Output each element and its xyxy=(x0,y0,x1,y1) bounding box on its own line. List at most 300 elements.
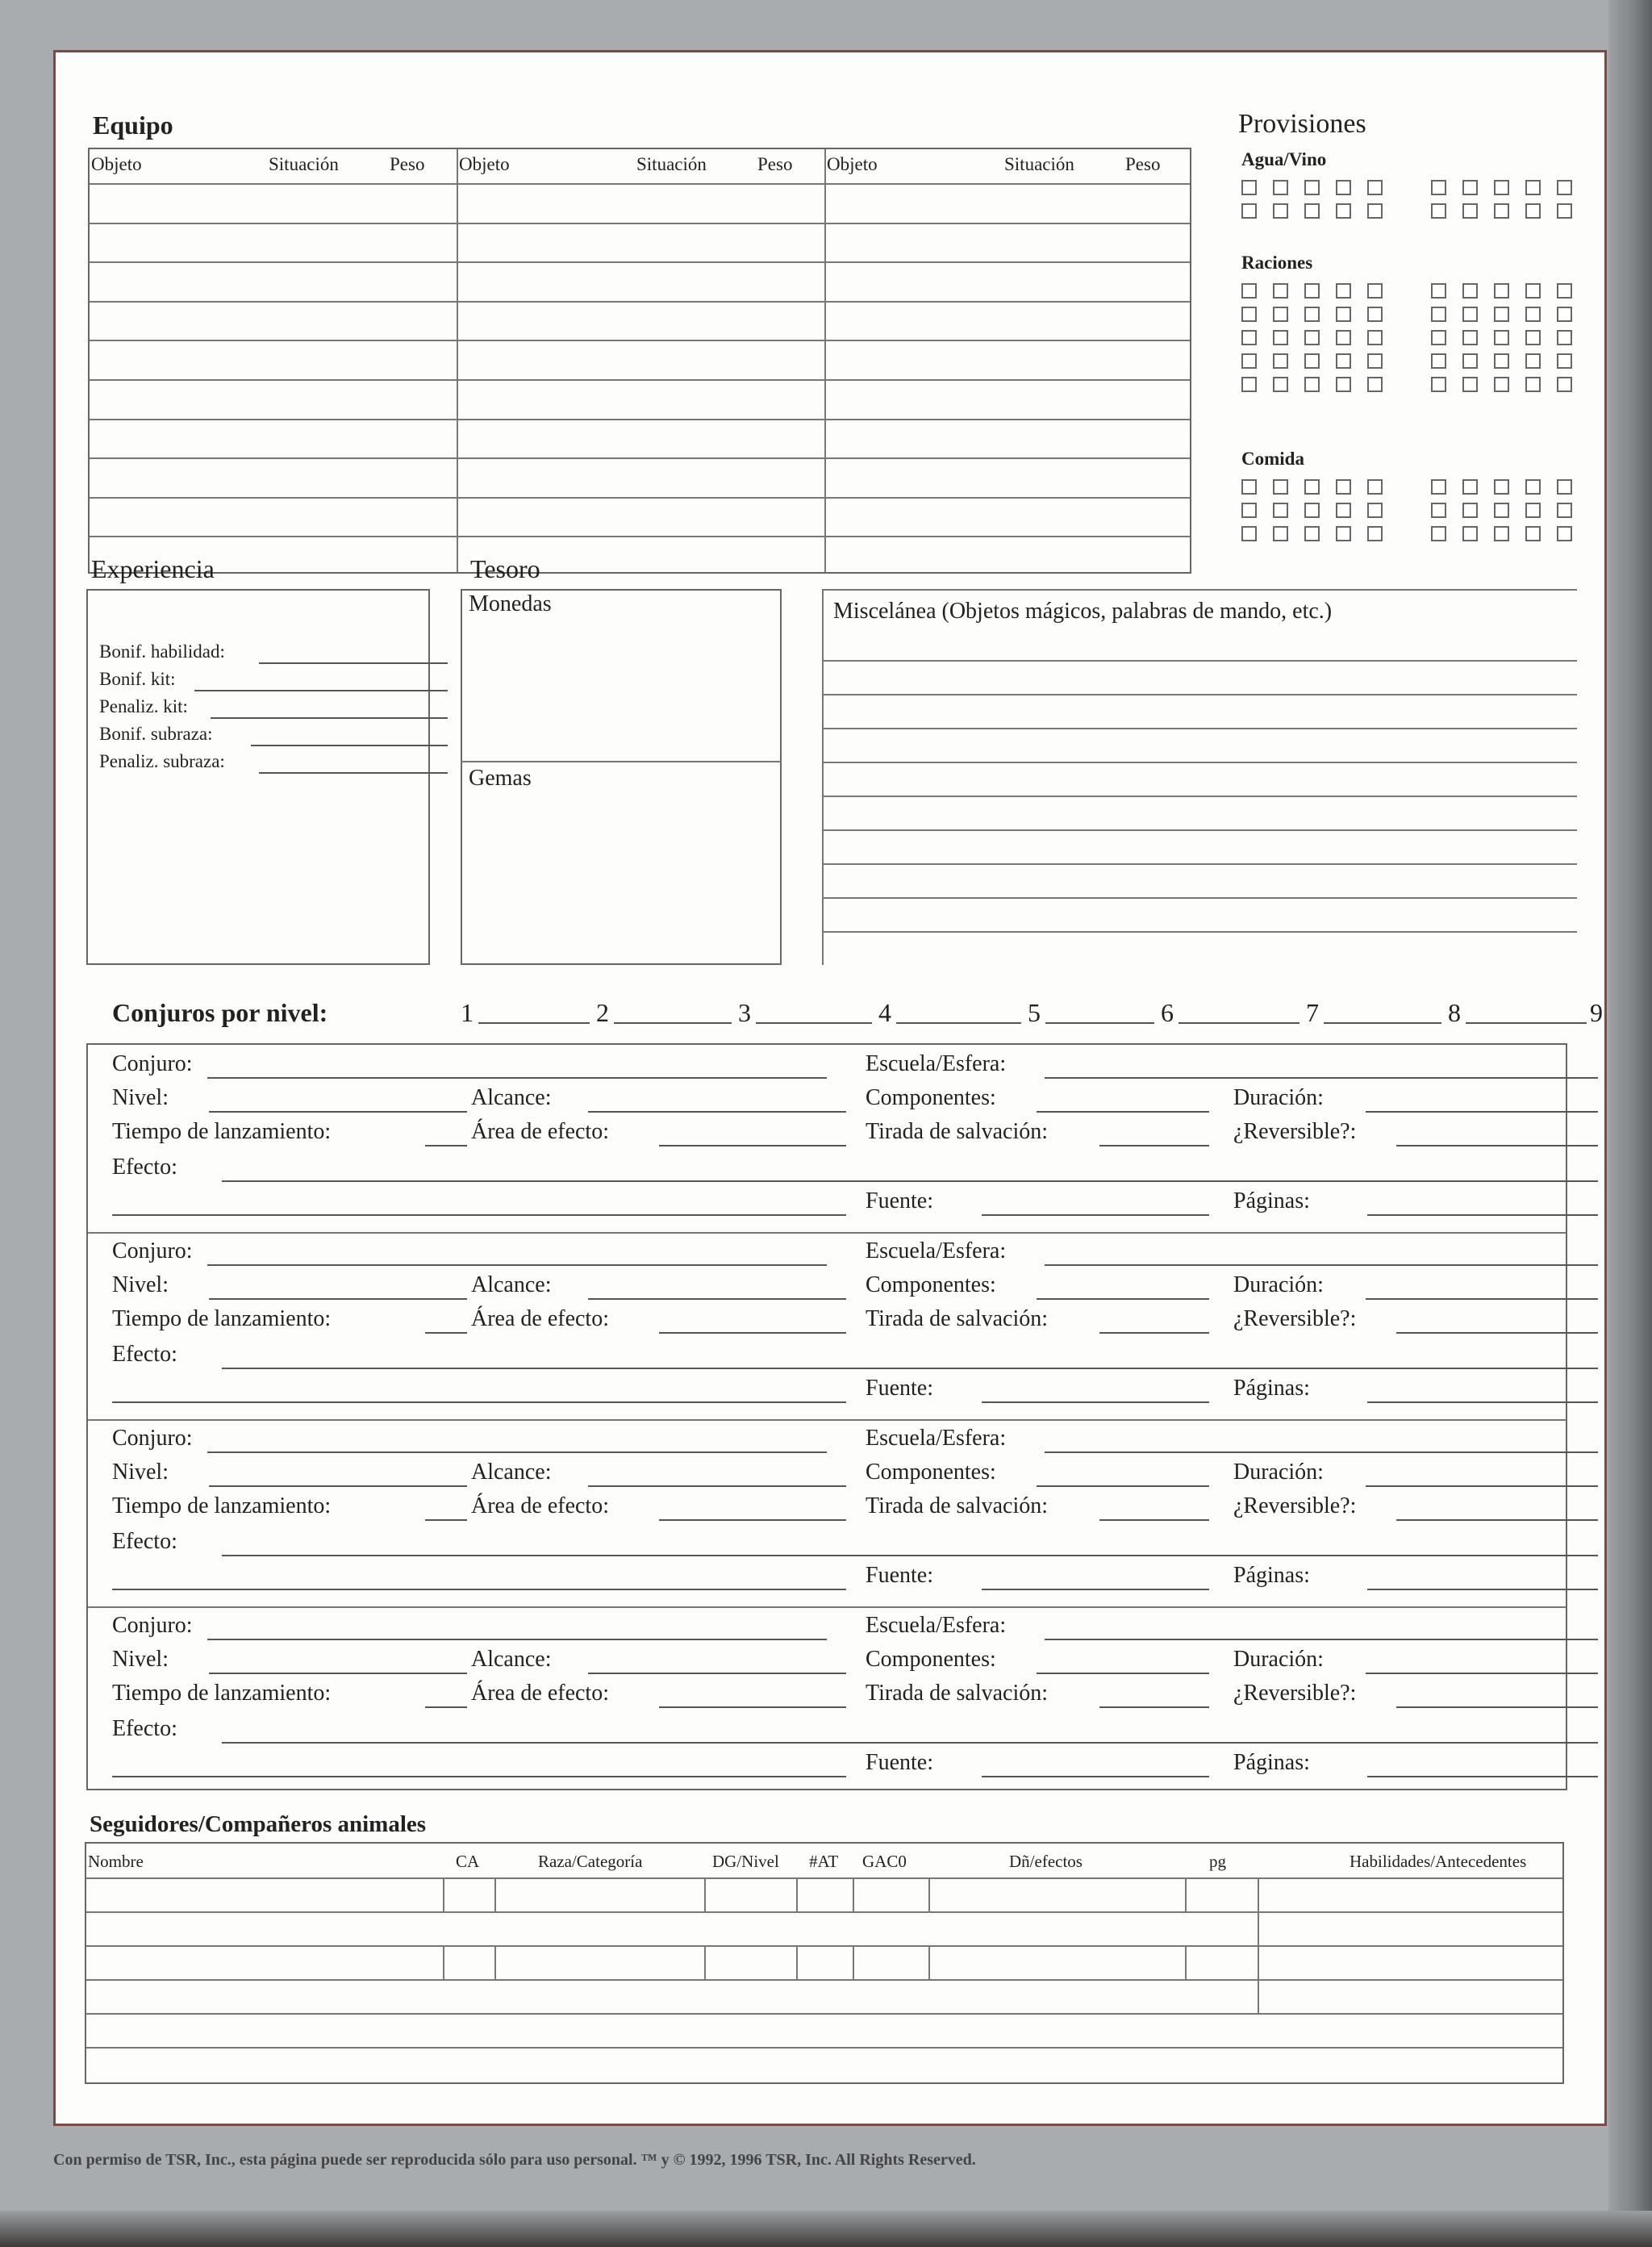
provision-checkbox[interactable] xyxy=(1557,503,1572,518)
provision-checkbox[interactable] xyxy=(1462,353,1478,369)
provision-checkbox[interactable] xyxy=(1431,180,1446,195)
provision-checkbox[interactable] xyxy=(1273,479,1288,495)
spell-nivel-line xyxy=(209,1298,467,1300)
misc-line xyxy=(822,694,1577,695)
provision-checkbox[interactable] xyxy=(1525,330,1541,345)
provision-checkbox[interactable] xyxy=(1431,526,1446,541)
provision-checkbox[interactable] xyxy=(1273,180,1288,195)
provision-checkbox[interactable] xyxy=(1431,503,1446,518)
spell-reversible-label: ¿Reversible?: xyxy=(1233,1681,1357,1706)
seguidores-col-header: DG/Nivel xyxy=(712,1852,779,1871)
experiencia-field-label: Bonif. kit: xyxy=(99,669,176,689)
equipo-row-line xyxy=(90,536,1190,537)
equipo-col-divider xyxy=(824,149,826,572)
provision-checkbox[interactable] xyxy=(1557,203,1572,219)
spell-area-label: Área de efecto: xyxy=(471,1306,609,1331)
provision-checkbox[interactable] xyxy=(1367,203,1383,219)
level-number: 2 xyxy=(596,998,609,1027)
misc-line xyxy=(822,829,1577,831)
character-sheet-page xyxy=(53,50,1607,2126)
spell-componentes-label: Componentes: xyxy=(866,1647,996,1672)
spell-reversible-label: ¿Reversible?: xyxy=(1233,1493,1357,1518)
provision-checkbox[interactable] xyxy=(1336,283,1351,299)
spell-alcance-line xyxy=(588,1111,846,1113)
seguidores-row-line xyxy=(86,1911,1562,1913)
provision-checkbox[interactable] xyxy=(1367,503,1383,518)
provision-checkbox[interactable] xyxy=(1273,203,1288,219)
equipo-row-line xyxy=(90,497,1190,499)
provision-checkbox[interactable] xyxy=(1431,330,1446,345)
seguidores-col-header: Raza/Categoría xyxy=(538,1852,643,1871)
spell-efecto-label: Efecto: xyxy=(112,1155,177,1180)
spell-conjuro-line xyxy=(207,1077,827,1079)
equipo-row-line xyxy=(90,379,1190,381)
provision-checkbox[interactable] xyxy=(1431,353,1446,369)
experiencia-field-line xyxy=(251,745,448,746)
spell-paginas-line xyxy=(1367,1214,1598,1216)
spell-reversible-line xyxy=(1396,1706,1598,1708)
spell-fuente-line xyxy=(982,1401,1209,1403)
equipo-col-peso: Peso xyxy=(1125,154,1161,174)
provision-checkbox[interactable] xyxy=(1273,283,1288,299)
provision-checkbox[interactable] xyxy=(1367,479,1383,495)
provision-checkbox[interactable] xyxy=(1462,503,1478,518)
provision-checkbox[interactable] xyxy=(1273,526,1288,541)
seguidores-col-divider xyxy=(704,1877,706,1911)
spell-area-line xyxy=(659,1332,846,1334)
level-number: 4 xyxy=(878,998,891,1027)
binding-edge xyxy=(1608,0,1652,2247)
spell-area-label: Área de efecto: xyxy=(471,1493,609,1518)
seguidores-col-divider xyxy=(853,1877,854,1911)
provision-checkbox[interactable] xyxy=(1336,307,1351,322)
provision-checkbox[interactable] xyxy=(1557,479,1572,495)
spell-escuela-line xyxy=(1045,1077,1598,1079)
spell-conjuro-line xyxy=(207,1639,827,1640)
spell-paginas-line xyxy=(1367,1401,1598,1403)
experiencia-field-line xyxy=(259,772,448,774)
provisiones-title: Provisiones xyxy=(1238,109,1366,139)
provision-checkbox[interactable] xyxy=(1241,180,1257,195)
level-number: 3 xyxy=(738,998,751,1027)
equipo-col-peso: Peso xyxy=(757,154,793,174)
seguidores-row-line xyxy=(86,2047,1562,2049)
spell-duracion-line xyxy=(1366,1485,1598,1487)
provision-checkbox[interactable] xyxy=(1241,203,1257,219)
spell-block-divider xyxy=(88,1606,1566,1608)
provision-checkbox[interactable] xyxy=(1557,330,1572,345)
provision-checkbox[interactable] xyxy=(1525,353,1541,369)
seguidores-col-divider xyxy=(1258,1911,1259,1945)
spell-tiempo-label: Tiempo de lanzamiento: xyxy=(112,1493,332,1518)
tesoro-title: Tesoro xyxy=(470,554,540,583)
spell-tiempo-label: Tiempo de lanzamiento: xyxy=(112,1681,332,1706)
provision-checkbox[interactable] xyxy=(1525,377,1541,392)
seguidores-col-divider xyxy=(853,1945,854,1979)
spell-efecto-cont-line xyxy=(112,1776,846,1777)
spell-block-divider xyxy=(88,1419,1566,1421)
seguidores-col-divider xyxy=(494,1945,496,1979)
seguidores-row-line xyxy=(86,2013,1562,2015)
misc-line xyxy=(822,863,1577,865)
experiencia-field-label: Bonif. subraza: xyxy=(99,724,213,744)
spell-efecto-line xyxy=(222,1180,1598,1182)
provision-checkbox[interactable] xyxy=(1273,377,1288,392)
spell-escuela-label: Escuela/Esfera: xyxy=(866,1051,1007,1076)
spell-alcance-line xyxy=(588,1485,846,1487)
spell-conjuro-label: Conjuro: xyxy=(112,1051,193,1076)
provision-checkbox[interactable] xyxy=(1525,180,1541,195)
equipo-header-line xyxy=(90,183,1190,185)
experiencia-field-line xyxy=(259,662,448,664)
spell-escuela-line xyxy=(1045,1451,1598,1453)
provision-checkbox[interactable] xyxy=(1462,180,1478,195)
spell-fuente-label: Fuente: xyxy=(866,1188,933,1213)
equipo-col-situacion: Situación xyxy=(1004,154,1074,174)
equipo-col-objeto: Objeto xyxy=(91,154,142,174)
seguidores-col-divider xyxy=(796,1945,798,1979)
equipo-col-divider xyxy=(457,149,458,572)
miscelanea-title: Miscelánea (Objetos mágicos, palabras de mando, etc.) xyxy=(833,599,1333,624)
provision-checkbox[interactable] xyxy=(1557,353,1572,369)
provision-checkbox[interactable] xyxy=(1241,283,1257,299)
misc-line xyxy=(822,660,1577,662)
level-slot-line xyxy=(1324,1022,1441,1024)
provision-checkbox[interactable] xyxy=(1494,203,1509,219)
provision-checkbox[interactable] xyxy=(1494,479,1509,495)
provision-checkbox[interactable] xyxy=(1241,330,1257,345)
equipo-col-objeto: Objeto xyxy=(827,154,878,174)
provision-checkbox[interactable] xyxy=(1367,377,1383,392)
spell-paginas-label: Páginas: xyxy=(1233,1750,1310,1775)
provision-checkbox[interactable] xyxy=(1304,283,1320,299)
spell-efecto-label: Efecto: xyxy=(112,1529,177,1554)
spell-efecto-cont-line xyxy=(112,1214,846,1216)
provision-checkbox[interactable] xyxy=(1431,203,1446,219)
spell-paginas-label: Páginas: xyxy=(1233,1188,1310,1213)
experiencia-title: Experiencia xyxy=(91,554,215,583)
spell-efecto-cont-line xyxy=(112,1401,846,1403)
spell-conjuro-line xyxy=(207,1451,827,1453)
provision-checkbox[interactable] xyxy=(1336,330,1351,345)
spell-tirada-label: Tirada de salvación: xyxy=(866,1306,1049,1331)
spell-efecto-label: Efecto: xyxy=(112,1716,177,1741)
seguidores-row-line xyxy=(86,1945,1562,1947)
provision-checkbox[interactable] xyxy=(1304,526,1320,541)
spell-paginas-label: Páginas: xyxy=(1233,1563,1310,1588)
seguidores-col-header: Nombre xyxy=(88,1852,144,1871)
experiencia-field-label: Penaliz. kit: xyxy=(99,696,188,716)
provision-checkbox[interactable] xyxy=(1494,180,1509,195)
provision-checkbox[interactable] xyxy=(1494,307,1509,322)
provision-checkbox[interactable] xyxy=(1525,503,1541,518)
spell-tiempo-line xyxy=(425,1519,467,1521)
provision-checkbox[interactable] xyxy=(1241,479,1257,495)
provision-checkbox[interactable] xyxy=(1273,307,1288,322)
provision-checkbox[interactable] xyxy=(1462,526,1478,541)
equipo-col-peso: Peso xyxy=(390,154,425,174)
provision-checkbox[interactable] xyxy=(1525,479,1541,495)
equipo-row-line xyxy=(90,457,1190,459)
seguidores-col-divider xyxy=(1185,1945,1187,1979)
experiencia-field-label: Bonif. habilidad: xyxy=(99,641,225,662)
provision-checkbox[interactable] xyxy=(1431,377,1446,392)
seguidores-row-line xyxy=(86,1877,1562,1879)
equipo-row-line xyxy=(90,261,1190,263)
spell-fuente-label: Fuente: xyxy=(866,1376,933,1401)
provision-checkbox[interactable] xyxy=(1431,307,1446,322)
seguidores-row-line xyxy=(86,1979,1562,1981)
spell-blocks xyxy=(86,1043,1567,1790)
level-slot-line xyxy=(614,1022,732,1024)
spell-nivel-line xyxy=(209,1111,467,1113)
spell-componentes-label: Componentes: xyxy=(866,1460,996,1485)
equipo-col-objeto: Objeto xyxy=(459,154,510,174)
equipo-row-line xyxy=(90,419,1190,420)
spell-reversible-line xyxy=(1396,1332,1598,1334)
equipo-row-line xyxy=(90,301,1190,303)
provision-checkbox[interactable] xyxy=(1462,377,1478,392)
seguidores-col-divider xyxy=(796,1877,798,1911)
spell-paginas-label: Páginas: xyxy=(1233,1376,1310,1401)
spell-tirada-label: Tirada de salvación: xyxy=(866,1681,1049,1706)
provision-checkbox[interactable] xyxy=(1241,307,1257,322)
spell-nivel-label: Nivel: xyxy=(112,1085,169,1110)
provision-checkbox[interactable] xyxy=(1462,330,1478,345)
tesoro-divider xyxy=(461,761,782,762)
provision-checkbox[interactable] xyxy=(1304,180,1320,195)
spell-nivel-line xyxy=(209,1485,467,1487)
provision-checkbox[interactable] xyxy=(1304,479,1320,495)
provision-checkbox[interactable] xyxy=(1273,353,1288,369)
spell-duracion-label: Duración: xyxy=(1233,1272,1324,1297)
conjuros-por-nivel-label: Conjuros por nivel: xyxy=(112,998,328,1027)
provision-checkbox[interactable] xyxy=(1367,526,1383,541)
seguidores-col-header: #AT xyxy=(809,1852,839,1871)
spell-reversible-line xyxy=(1396,1145,1598,1146)
spell-area-label: Área de efecto: xyxy=(471,1681,609,1706)
seguidores-col-divider xyxy=(1258,1877,1259,1911)
provision-checkbox[interactable] xyxy=(1336,203,1351,219)
provision-checkbox[interactable] xyxy=(1462,479,1478,495)
provision-checkbox[interactable] xyxy=(1336,180,1351,195)
provision-checkbox[interactable] xyxy=(1525,307,1541,322)
provision-checkbox[interactable] xyxy=(1525,283,1541,299)
spell-escuela-line xyxy=(1045,1639,1598,1640)
provision-checkbox[interactable] xyxy=(1494,353,1509,369)
spell-componentes-line xyxy=(1037,1111,1209,1113)
provision-checkbox[interactable] xyxy=(1304,377,1320,392)
level-slot-line xyxy=(1179,1022,1299,1024)
provision-checkbox[interactable] xyxy=(1557,377,1572,392)
provision-checkbox[interactable] xyxy=(1367,180,1383,195)
level-slot-line xyxy=(1045,1022,1154,1024)
spell-tirada-line xyxy=(1099,1519,1209,1521)
seguidores-col-divider xyxy=(928,1877,930,1911)
spell-componentes-line xyxy=(1037,1298,1209,1300)
provision-checkbox[interactable] xyxy=(1431,283,1446,299)
level-slot-line xyxy=(1493,1022,1587,1024)
provision-checkbox[interactable] xyxy=(1304,203,1320,219)
spell-fuente-label: Fuente: xyxy=(866,1563,933,1588)
spell-nivel-line xyxy=(209,1673,467,1674)
spell-reversible-label: ¿Reversible?: xyxy=(1233,1306,1357,1331)
provision-checkbox[interactable] xyxy=(1462,203,1478,219)
provision-checkbox[interactable] xyxy=(1336,377,1351,392)
provision-checkbox[interactable] xyxy=(1494,283,1509,299)
seguidores-col-divider xyxy=(1185,1877,1187,1911)
spell-conjuro-label: Conjuro: xyxy=(112,1426,193,1451)
seguidores-col-header: CA xyxy=(456,1852,480,1871)
gemas-label: Gemas xyxy=(469,766,532,791)
provisiones-group-label: Comida xyxy=(1241,449,1304,469)
provision-checkbox[interactable] xyxy=(1336,526,1351,541)
spell-reversible-label: ¿Reversible?: xyxy=(1233,1119,1357,1144)
provision-checkbox[interactable] xyxy=(1273,503,1288,518)
provision-checkbox[interactable] xyxy=(1494,526,1509,541)
spell-area-line xyxy=(659,1706,846,1708)
seguidores-col-header: pg xyxy=(1209,1852,1226,1871)
spell-escuela-label: Escuela/Esfera: xyxy=(866,1426,1007,1451)
spell-componentes-label: Componentes: xyxy=(866,1272,996,1297)
provision-checkbox[interactable] xyxy=(1273,330,1288,345)
provision-checkbox[interactable] xyxy=(1367,353,1383,369)
spell-tirada-label: Tirada de salvación: xyxy=(866,1493,1049,1518)
spell-tiempo-label: Tiempo de lanzamiento: xyxy=(112,1306,332,1331)
spell-efecto-cont-line xyxy=(112,1589,846,1590)
spell-tirada-label: Tirada de salvación: xyxy=(866,1119,1049,1144)
experiencia-field-label: Penaliz. subraza: xyxy=(99,751,225,771)
level-slot-line xyxy=(756,1022,872,1024)
seguidores-col-divider xyxy=(443,1945,444,1979)
spell-efecto-line xyxy=(222,1368,1598,1369)
misc-top-line xyxy=(822,589,1577,591)
provision-checkbox[interactable] xyxy=(1557,526,1572,541)
spell-tirada-line xyxy=(1099,1706,1209,1708)
equipo-row-line xyxy=(90,223,1190,224)
experiencia-field-line xyxy=(194,690,448,691)
spell-alcance-label: Alcance: xyxy=(471,1460,552,1485)
provision-checkbox[interactable] xyxy=(1525,203,1541,219)
spell-tiempo-label: Tiempo de lanzamiento: xyxy=(112,1119,332,1144)
provision-checkbox[interactable] xyxy=(1431,479,1446,495)
spell-reversible-line xyxy=(1396,1519,1598,1521)
spell-alcance-label: Alcance: xyxy=(471,1085,552,1110)
provision-checkbox[interactable] xyxy=(1367,307,1383,322)
level-number: 6 xyxy=(1161,998,1174,1027)
seguidores-col-header: GAC0 xyxy=(862,1852,907,1871)
spell-duracion-label: Duración: xyxy=(1233,1085,1324,1110)
provision-checkbox[interactable] xyxy=(1462,307,1478,322)
spell-alcance-line xyxy=(588,1673,846,1674)
spell-nivel-label: Nivel: xyxy=(112,1460,169,1485)
provision-checkbox[interactable] xyxy=(1241,377,1257,392)
provision-checkbox[interactable] xyxy=(1304,307,1320,322)
provision-checkbox[interactable] xyxy=(1336,353,1351,369)
misc-line xyxy=(822,796,1577,797)
spell-conjuro-line xyxy=(207,1264,827,1266)
spell-area-label: Área de efecto: xyxy=(471,1119,609,1144)
miscelanea-box xyxy=(822,589,1577,965)
provision-checkbox[interactable] xyxy=(1336,503,1351,518)
spell-componentes-line xyxy=(1037,1485,1209,1487)
spell-nivel-label: Nivel: xyxy=(112,1272,169,1297)
misc-line xyxy=(822,728,1577,729)
spell-escuela-label: Escuela/Esfera: xyxy=(866,1613,1007,1638)
level-slot-line xyxy=(478,1022,590,1024)
equipo-col-situacion: Situación xyxy=(636,154,707,174)
spell-alcance-label: Alcance: xyxy=(471,1647,552,1672)
provision-checkbox[interactable] xyxy=(1304,503,1320,518)
provision-checkbox[interactable] xyxy=(1557,180,1572,195)
spell-tiempo-line xyxy=(425,1706,467,1708)
provision-checkbox[interactable] xyxy=(1241,503,1257,518)
provision-checkbox[interactable] xyxy=(1336,479,1351,495)
spell-fuente-line xyxy=(982,1776,1209,1777)
provision-checkbox[interactable] xyxy=(1304,330,1320,345)
provision-checkbox[interactable] xyxy=(1462,283,1478,299)
provision-checkbox[interactable] xyxy=(1494,377,1509,392)
provision-checkbox[interactable] xyxy=(1494,330,1509,345)
spell-componentes-label: Componentes: xyxy=(866,1085,996,1110)
spell-duracion-line xyxy=(1366,1111,1598,1113)
seguidores-col-header: Dñ/efectos xyxy=(1009,1852,1083,1871)
provision-checkbox[interactable] xyxy=(1557,307,1572,322)
provision-checkbox[interactable] xyxy=(1304,353,1320,369)
misc-line xyxy=(822,897,1577,899)
provisiones-group-label: Raciones xyxy=(1241,253,1313,273)
spell-fuente-line xyxy=(982,1214,1209,1216)
spell-duracion-label: Duración: xyxy=(1233,1460,1324,1485)
footer-copyright: Con permiso de TSR, Inc., esta página puede ser reproducida sólo para uso personal. ™ y © 1992, 1996 TSR, Inc. All Rights Reserved. xyxy=(53,2151,976,2169)
provision-checkbox[interactable] xyxy=(1367,330,1383,345)
misc-left-border xyxy=(822,589,824,965)
spell-efecto-line xyxy=(222,1555,1598,1556)
spell-paginas-line xyxy=(1367,1589,1598,1590)
spell-duracion-label: Duración: xyxy=(1233,1647,1324,1672)
spell-alcance-label: Alcance: xyxy=(471,1272,552,1297)
seguidores-col-divider xyxy=(443,1877,444,1911)
spell-tirada-line xyxy=(1099,1145,1209,1146)
seguidores-col-divider xyxy=(928,1945,930,1979)
spell-duracion-line xyxy=(1366,1673,1598,1674)
provision-checkbox[interactable] xyxy=(1241,353,1257,369)
level-number: 7 xyxy=(1306,998,1319,1027)
seguidores-col-divider xyxy=(1258,1945,1259,1979)
spell-fuente-line xyxy=(982,1589,1209,1590)
provision-checkbox[interactable] xyxy=(1494,503,1509,518)
provision-checkbox[interactable] xyxy=(1241,526,1257,541)
provision-checkbox[interactable] xyxy=(1367,283,1383,299)
misc-line xyxy=(822,762,1577,763)
spell-area-line xyxy=(659,1145,846,1146)
monedas-label: Monedas xyxy=(469,591,552,616)
spell-escuela-label: Escuela/Esfera: xyxy=(866,1238,1007,1263)
seguidores-col-divider xyxy=(704,1945,706,1979)
level-number: 9 xyxy=(1590,998,1603,1027)
spell-duracion-line xyxy=(1366,1298,1598,1300)
misc-line xyxy=(822,931,1577,933)
seguidores-col-header: Habilidades/Antecedentes xyxy=(1350,1852,1527,1871)
seguidores-col-divider xyxy=(494,1877,496,1911)
spell-tirada-line xyxy=(1099,1332,1209,1334)
experiencia-field-line xyxy=(211,717,448,719)
seguidores-title: Seguidores/Compañeros animales xyxy=(90,1811,427,1837)
provision-checkbox[interactable] xyxy=(1525,526,1541,541)
equipo-title: Equipo xyxy=(93,111,173,140)
seguidores-col-divider xyxy=(1258,1979,1259,2013)
provision-checkbox[interactable] xyxy=(1557,283,1572,299)
